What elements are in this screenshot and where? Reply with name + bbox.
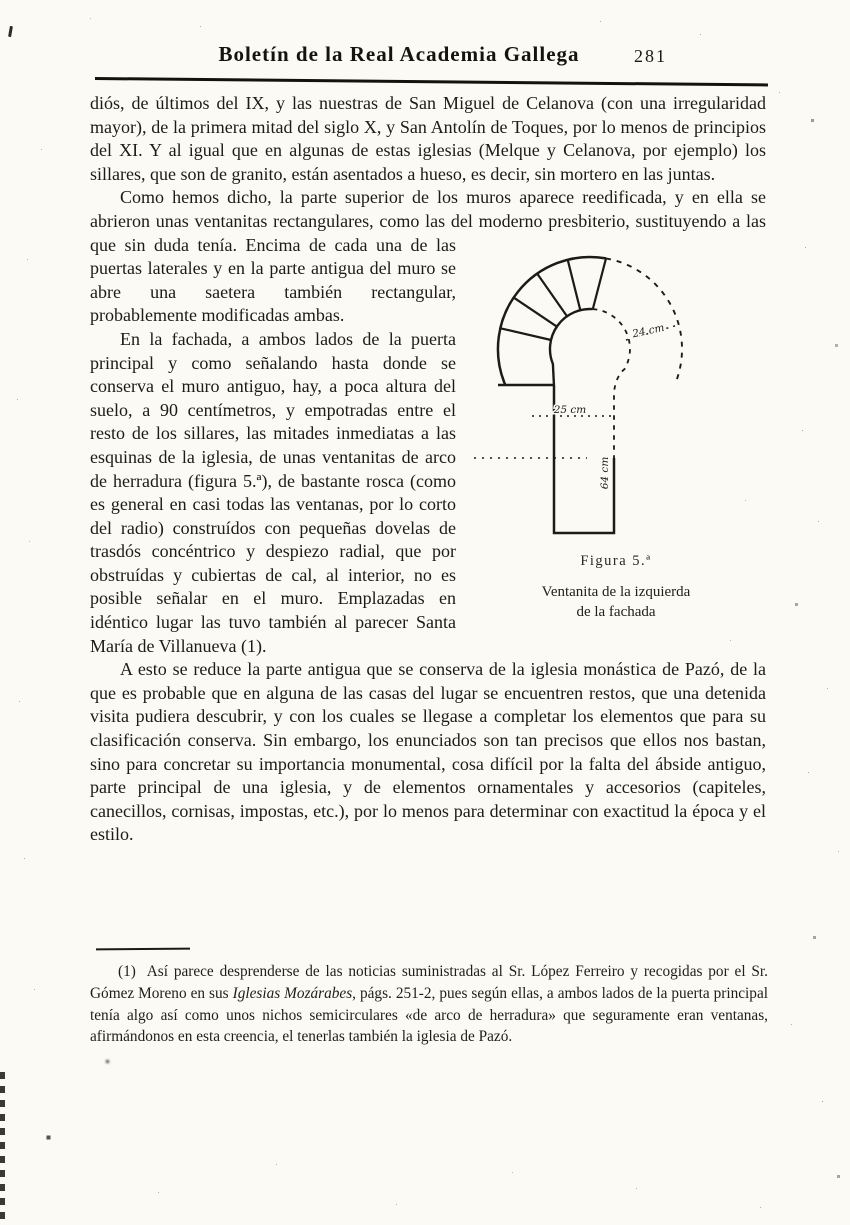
measurement-width-label: 25 cm [553, 403, 587, 416]
paragraph-2-part-a: Como hemos dicho, la parte superior de los muros aparece reedificada, y en ella se abrieron unas ventanitas rectangulares, como las del moderno presbiterio, sustituyendo a las que sin duda tenía. Encima de [90, 187, 766, 255]
paragraph-2-part-b: cada una de las puertas laterales y en la parte antigua del muro se abre una saetera también rectangular, probablemente modificadas ambas. [90, 234, 456, 326]
body-text [90, 92, 766, 847]
journal-title: Boletín de la Real Academia Gallega [218, 42, 580, 66]
dashed-outer-arc [606, 258, 682, 383]
footnote [90, 961, 768, 1048]
paragraph-4: A esto se reduce la parte antigua que se conserva de la iglesia monástica de Pazó, de la que es probable que en alguna de las casas del lugar se encuentren restos, que una detenida visita pudiera descubrir, y con los cuales se llegase a completar los elementos que para su clasificación conserva. Sin embargo, los enunciados son tan precisos que ellos nos bastan, sino para concretar su importancia monumental, cosa difícil por la falta del ábside antiguo, parte principal de una iglesia, y de elementos ornamentales y accesorios (capiteles, canecillos, cornisas, impostas, etc.), por lo menos para determinar con exactitud la época y el estilo. [90, 659, 766, 845]
page-number: 281 [634, 46, 667, 66]
header-rule [95, 77, 768, 86]
figure-subcaption-line2: de la fachada [576, 604, 656, 621]
footnote-book-title: Iglesias Mozárabes [232, 984, 353, 1002]
footnote-rule [96, 948, 190, 951]
footnote-text-pre: Así parece desprenderse de las noticias suministradas al Sr. López Ferreiro y recogidas por el Sr. Gómez Moreno en sus [90, 963, 769, 1002]
horseshoe-window-diagram [466, 236, 766, 536]
dashed-inner-arc [593, 309, 630, 458]
voussoir-joints [500, 258, 606, 340]
footnote-block [90, 948, 768, 1048]
footnote-text-post: , págs. 251-2, pues según ellas, a ambos lados de la puerta principal tenía algo así como unos nichos semicirculares «de arco de herradura» que seguramente eran ventanas, afirmándonos en esta creencia, el tenerlas también la iglesia de Pazó. [90, 984, 768, 1046]
measurement-height-label: 64 cm [599, 456, 611, 489]
paragraph-1: diós, de últimos del IX, y las nuestras de San Miguel de Celanova (con una irregularidad mayor), de la primera mitad del siglo X, y San Antolín de Toques, por lo menos de principios del XI. Y al igual que en algunas de estas iglesias (Melque y Celanova, por ejemplo) los sillares, que son de granito, están asentados a hueso, es decir, sin mortero en las juntas. [90, 93, 766, 184]
figure-subcaption [466, 582, 766, 622]
measurement-depth-label: 24 cm [631, 321, 666, 340]
scan-noise [0, 0, 1, 1]
scan-edge-mark [8, 26, 13, 37]
figure-caption: Figura 5.ª [580, 552, 652, 569]
scan-edge-artifact [0, 1072, 5, 1225]
footnote-marker: (1) [118, 963, 136, 980]
paragraph-3: En la fachada, a ambos lados de la puerta principal y como señalando hasta donde se conserva el muro antiguo, hay, a poca altura del suelo, a 90 centímetros, y empotradas entre el resto de los sillares, las mitades inmediatas a las esquinas de la iglesia, de unas ventanitas de arco de herradura (figura 5.ª), de bastante rosca (como es general en casi todas las ventanas, por lo corto del radio) construídos con pequeñas dovelas de trasdós concéntrico y despiezo radial, que por obstruídas y cubiertas de cal, al interior, no es posible señalar en el muro. Emplazadas en idéntico lugar las tuvo también al parecer Santa María de Villanueva (1). [90, 328, 456, 656]
figure-5 [466, 236, 766, 634]
page-header [95, 42, 767, 67]
figure-subcaption-line1: Ventanita de la izquierda [541, 584, 691, 601]
